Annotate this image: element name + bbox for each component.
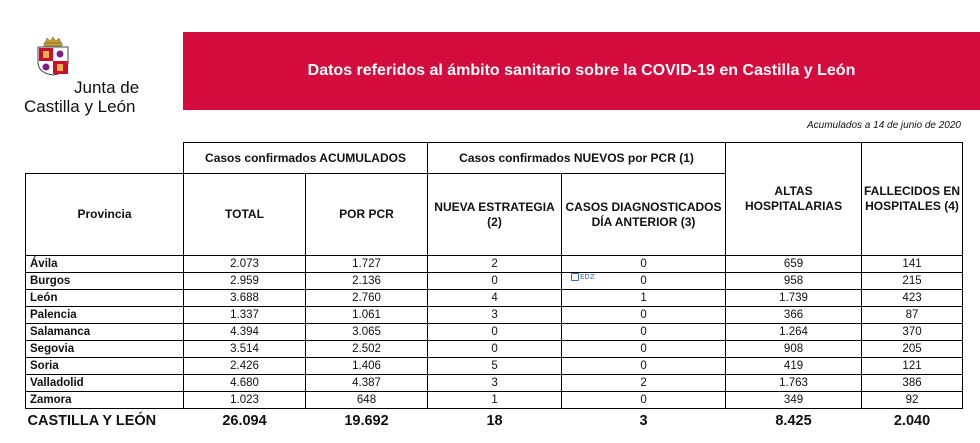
- cell-altas: 659: [726, 256, 862, 273]
- cell-casos-diagnosticados: 0: [562, 273, 726, 290]
- total-cell-casos-diagnosticados: 3: [639, 413, 648, 429]
- cell-provincia: León: [26, 290, 184, 307]
- cell-casos-diagnosticados: 0: [562, 341, 726, 358]
- cell-altas: 349: [726, 392, 862, 409]
- cell-provincia: Salamanca: [26, 324, 184, 341]
- cell-total: 3.514: [184, 341, 306, 358]
- table-row: [26, 358, 963, 375]
- header-nueva-estrategia: NUEVA ESTRATEGIA (2): [428, 174, 562, 256]
- table-row: [26, 392, 963, 409]
- table-row: [26, 256, 963, 273]
- header-blank-cell: [26, 143, 184, 174]
- header-casos-diagnosticados: CASOS DIAGNOSTICADOS DÍA ANTERIOR (3): [562, 174, 726, 256]
- cell-fallecidos: 205: [862, 341, 963, 358]
- cell-total: 1.023: [184, 392, 306, 409]
- table-row: [26, 341, 963, 358]
- junta-logo: [22, 36, 162, 116]
- cell-nueva-estrategia: 4: [428, 290, 562, 307]
- cell-por-pcr: 1.727: [306, 256, 428, 273]
- table-row: [26, 324, 963, 341]
- cell-por-pcr: 2.502: [306, 341, 428, 358]
- cell-altas: 419: [726, 358, 862, 375]
- logo-text-line1: Junta de: [74, 78, 140, 97]
- cell-nueva-estrategia: 0: [428, 273, 562, 290]
- cell-total: 4.680: [184, 375, 306, 392]
- cell-por-pcr: 4.387: [306, 375, 428, 392]
- total-cell-altas: 8.425: [775, 413, 812, 429]
- cell-provincia: Burgos: [26, 273, 184, 290]
- cell-por-pcr: 1.061: [306, 307, 428, 324]
- cell-nueva-estrategia: 0: [428, 341, 562, 358]
- cell-provincia: Palencia: [26, 307, 184, 324]
- coat-of-arms-icon: [36, 36, 70, 76]
- date-note: Acumulados a 14 de junio de 2020: [806, 120, 961, 131]
- cell-por-pcr: 1.406: [306, 358, 428, 375]
- header-nuevos: Casos confirmados NUEVOS por PCR (1): [428, 143, 726, 174]
- logo-text-line2: Castilla y León: [24, 97, 136, 116]
- header-acumulados: Casos confirmados ACUMULADOS: [184, 143, 428, 174]
- cell-fallecidos: 92: [862, 392, 963, 409]
- banner-title: Datos referidos al ámbito sanitario sobre la COVID-19 en Castilla y León: [307, 62, 856, 79]
- cell-provincia: Soria: [26, 358, 184, 375]
- cell-por-pcr: 2.136: [306, 273, 428, 290]
- covid-data-table: [25, 142, 963, 434]
- cell-casos-diagnosticados: 0: [562, 358, 726, 375]
- edz-stamp: [571, 273, 595, 281]
- cell-por-pcr: 648: [306, 392, 428, 409]
- cell-altas: 1.264: [726, 324, 862, 341]
- cell-altas: 1.739: [726, 290, 862, 307]
- title-banner: [183, 32, 980, 110]
- header-provincia: Provincia: [26, 174, 184, 256]
- cell-fallecidos: 121: [862, 358, 963, 375]
- table-row: [26, 273, 963, 290]
- cell-por-pcr: 2.760: [306, 290, 428, 307]
- cell-fallecidos: 215: [862, 273, 963, 290]
- header-altas: ALTAS HOSPITALARIAS: [726, 143, 862, 256]
- cell-por-pcr: 3.065: [306, 324, 428, 341]
- header-total: TOTAL: [184, 174, 306, 256]
- cell-fallecidos: 370: [862, 324, 963, 341]
- cell-nueva-estrategia: 3: [428, 307, 562, 324]
- cell-casos-diagnosticados: 0: [562, 256, 726, 273]
- cell-fallecidos: 87: [862, 307, 963, 324]
- header-row-groups: [26, 143, 963, 174]
- cell-total: 3.688: [184, 290, 306, 307]
- table-row: [26, 307, 963, 324]
- header-por-pcr: POR PCR: [306, 174, 428, 256]
- cell-provincia: Ávila: [26, 256, 184, 273]
- cell-nueva-estrategia: 1: [428, 392, 562, 409]
- stamp-icon: [571, 273, 579, 281]
- cell-nueva-estrategia: 2: [428, 256, 562, 273]
- total-cell-fallecidos: 2.040: [893, 413, 931, 429]
- stamp-text: EDZ: [580, 273, 595, 281]
- cell-fallecidos: 423: [862, 290, 963, 307]
- cell-total: 2.426: [184, 358, 306, 375]
- total-cell-nueva-estrategia: 18: [486, 413, 503, 429]
- cell-nueva-estrategia: 5: [428, 358, 562, 375]
- cell-altas: 958: [726, 273, 862, 290]
- cell-altas: 908: [726, 341, 862, 358]
- cell-casos-diagnosticados: 2: [562, 375, 726, 392]
- cell-altas: 366: [726, 307, 862, 324]
- total-cell-total: 26.094: [222, 413, 267, 429]
- province-rows: [26, 256, 963, 409]
- header-fallecidos: FALLECIDOS EN HOSPITALES (4): [862, 143, 963, 256]
- cell-fallecidos: 141: [862, 256, 963, 273]
- cell-total: 2.959: [184, 273, 306, 290]
- cell-total: 4.394: [184, 324, 306, 341]
- total-cell-por-pcr: 19.692: [344, 413, 389, 429]
- table-row: [26, 375, 963, 392]
- total-row: [26, 409, 963, 435]
- cell-provincia: Zamora: [26, 392, 184, 409]
- cell-fallecidos: 386: [862, 375, 963, 392]
- cell-casos-diagnosticados: 0: [562, 392, 726, 409]
- cell-altas: 1.763: [726, 375, 862, 392]
- cell-total: 1.337: [184, 307, 306, 324]
- cell-provincia: Valladolid: [26, 375, 184, 392]
- cell-casos-diagnosticados: 0: [562, 324, 726, 341]
- cell-nueva-estrategia: 3: [428, 375, 562, 392]
- cell-casos-diagnosticados: 1: [562, 290, 726, 307]
- cell-total: 2.073: [184, 256, 306, 273]
- cell-casos-diagnosticados: 0: [562, 307, 726, 324]
- table-row: [26, 290, 963, 307]
- cell-provincia: Segovia: [26, 341, 184, 358]
- total-cell-provincia: CASTILLA Y LEÓN: [27, 413, 157, 429]
- cell-nueva-estrategia: 0: [428, 324, 562, 341]
